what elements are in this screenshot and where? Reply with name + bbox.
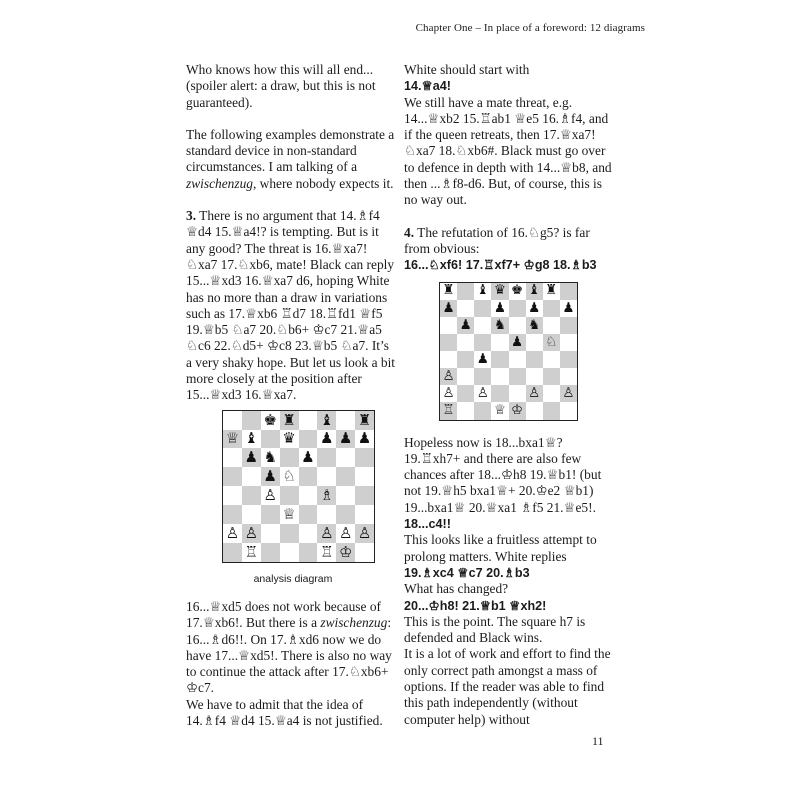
board-square	[317, 448, 336, 467]
board-square	[223, 411, 242, 430]
board-square	[223, 448, 242, 467]
board-square	[261, 543, 280, 562]
board-square	[280, 448, 299, 467]
board-square	[560, 317, 577, 334]
board-square	[280, 467, 299, 486]
board-square	[509, 300, 526, 317]
board-square	[280, 411, 299, 430]
board-square	[242, 448, 261, 467]
board-square	[560, 385, 577, 402]
board-square	[543, 368, 560, 385]
board-square	[261, 448, 280, 467]
board-square	[242, 505, 261, 524]
board-square	[317, 543, 336, 562]
chess-piece-icon: ♜	[545, 282, 558, 299]
board-square	[336, 505, 355, 524]
board-square	[560, 368, 577, 385]
board-square	[355, 543, 374, 562]
board-square	[242, 430, 261, 449]
board-square	[280, 524, 299, 543]
board-square	[526, 300, 543, 317]
chess-piece-icon: ♖	[244, 542, 259, 561]
board-square	[474, 317, 491, 334]
board-square	[261, 524, 280, 543]
chess-piece-icon: ♘	[282, 467, 296, 486]
chess-piece-icon: ♟	[459, 316, 472, 333]
board-square	[509, 385, 526, 402]
diagram-caption: analysis diagram	[253, 572, 333, 585]
board-square	[242, 411, 261, 430]
board-square	[299, 448, 318, 467]
board-square	[457, 385, 474, 402]
board-square	[474, 300, 491, 317]
chess-piece-icon: ♜	[442, 282, 455, 299]
board-square	[560, 402, 577, 419]
italic-term: zwischenzug	[186, 175, 253, 191]
board-square	[336, 467, 355, 486]
board-square	[261, 486, 280, 505]
board-square	[299, 524, 318, 543]
board-square	[457, 283, 474, 300]
board-square	[355, 411, 374, 430]
board-square	[491, 351, 508, 368]
chess-piece-icon: ♙	[528, 385, 541, 402]
board-square	[543, 317, 560, 334]
chess-piece-icon: ♚	[511, 282, 524, 299]
chess-piece-icon: ♔	[338, 542, 353, 561]
board-square	[543, 300, 560, 317]
board-square	[543, 283, 560, 300]
board-square	[317, 524, 336, 543]
right-column	[404, 62, 614, 728]
board-square	[223, 486, 242, 505]
board-square	[280, 543, 299, 562]
paragraph: The following examples demonstrate a standard device in non-standard circumstances. I am talking of a zwischenzug, where nobody expects it.	[186, 126, 395, 191]
board-square	[560, 283, 577, 300]
board-square	[526, 283, 543, 300]
chess-piece-icon: ♙	[442, 385, 455, 402]
board-square	[440, 385, 457, 402]
board-square	[299, 467, 318, 486]
board-square	[526, 317, 543, 334]
chess-piece-icon: ♙	[263, 486, 277, 505]
chess-piece-icon: ♙	[357, 523, 372, 542]
board-square	[242, 467, 261, 486]
main-line-move: 14.♕a4!	[404, 79, 451, 94]
chess-piece-icon: ♖	[442, 402, 455, 419]
board-square	[474, 402, 491, 419]
paragraph: Hopeless now is 18...bxa1♕? 19.♖xh7+ and there are also few chances after 18...♔h8 19.♕b1! (but not 19.♕h5 bxa1♕+ 20.♔e2 ♕b1) 19...bxa1♕ 20.♕xa1 ♗f5 21.♕e5!.	[404, 434, 602, 515]
board-square	[474, 351, 491, 368]
board-square	[261, 505, 280, 524]
board-square	[509, 351, 526, 368]
board-square	[440, 283, 457, 300]
board-square	[509, 283, 526, 300]
board-square	[336, 411, 355, 430]
chess-piece-icon: ♝	[244, 429, 259, 448]
board-square	[491, 334, 508, 351]
board-square	[543, 385, 560, 402]
chess-piece-icon: ♞	[263, 448, 277, 467]
board-square	[299, 411, 318, 430]
chess-piece-icon: ♟	[493, 299, 506, 316]
chess-piece-icon: ♟	[244, 448, 259, 467]
left-column	[186, 62, 396, 729]
chess-piece-icon: ♝	[476, 282, 489, 299]
chess-piece-icon: ♝	[320, 410, 334, 429]
board-square	[317, 486, 336, 505]
chess-piece-icon: ♕	[493, 402, 506, 419]
board-square	[317, 411, 336, 430]
board-square	[560, 334, 577, 351]
board-square	[440, 402, 457, 419]
chess-piece-icon: ♔	[511, 402, 524, 419]
paragraph: This looks like a fruitless attempt to prolong matters. White replies	[404, 532, 597, 564]
chess-piece-icon: ♟	[476, 350, 489, 367]
board-square	[242, 486, 261, 505]
board-square	[526, 368, 543, 385]
board-square	[526, 334, 543, 351]
chess-piece-icon: ♕	[282, 504, 296, 523]
board-square	[440, 368, 457, 385]
board-square	[474, 283, 491, 300]
chess-piece-icon: ♟	[338, 429, 353, 448]
board-square	[560, 300, 577, 317]
paragraph: 16...♕xd5 does not work because of 17.♕xb6!. But there is a zwischenzug: 16...♗d6!!. On 17.♗xd6 now we do have 17...♕xd5!. There is also no way to continue the attack after 17.♘xb6+ ♔c7.	[186, 598, 392, 696]
chess-piece-icon: ♟	[357, 429, 372, 448]
board-square	[223, 430, 242, 449]
board-square	[457, 300, 474, 317]
board-square	[223, 467, 242, 486]
board-square	[280, 505, 299, 524]
chess-piece-icon: ♜	[282, 410, 296, 429]
chess-piece-icon: ♟	[442, 299, 455, 316]
board-square	[355, 524, 374, 543]
chess-piece-icon: ♙	[476, 385, 489, 402]
board-square	[526, 385, 543, 402]
board-square	[509, 334, 526, 351]
board-square	[280, 430, 299, 449]
running-header: Chapter One – In place of a foreword: 12 diagrams	[415, 22, 645, 34]
board-square	[355, 486, 374, 505]
paragraph: We still have a mate threat, e.g. 14...♕xb2 15.♖ab1 ♕e5 16.♗f4, and if the queen retreats, then 17.♕xa7! ♘xa7 18.♘xb6#. Black must go over to defence in depth with 14...♕b8, and then ...♗f8-d6. But, of course, this is no way out.	[404, 94, 612, 208]
example-3: 3. There is no argument that 14.♗f4 ♕d4 15.♕a4!? is tempting. But is it any good? The threat is 16.♕xa7! ♘xa7 17.♘xb6, mate! Black can reply 15...♕xd3 16.♕xa7 d6, hoping White has no more than a draw in variations such as 17.♕xb6 ♖d7 18.♖fd1 ♕f5 19.♕b5 ♘a7 20.♘b6+ ♔c7 21.♕a5 ♘c6 22.♘d5+ ♔c8 23.♕b5 ♘a7. It’s a very shaky hope. But let us look a bit more closely at the position after 15...♕xd3 16.♕xa7.	[186, 208, 396, 403]
main-line-move: 19.♗xc4 ♕c7 20.♗b3	[404, 565, 530, 580]
paragraph: White should start with	[404, 62, 530, 77]
main-line-move: 20...♔h8! 21.♕b1 ♕xh2!	[404, 598, 547, 613]
board-square	[457, 317, 474, 334]
chess-piece-icon: ♙	[338, 523, 353, 542]
example-4: 4. The refutation of 16.♘g5? is far from obvious:	[404, 224, 590, 256]
board-square	[336, 448, 355, 467]
board-square	[491, 317, 508, 334]
board-square	[457, 368, 474, 385]
chess-piece-icon: ♛	[493, 282, 506, 299]
chess-piece-icon: ♞	[528, 316, 541, 333]
example-number: 3.	[186, 208, 197, 224]
board-square	[223, 543, 242, 562]
board-square	[317, 467, 336, 486]
board-square	[491, 368, 508, 385]
chess-piece-icon: ♟	[511, 333, 524, 350]
chess-piece-icon: ♙	[442, 368, 455, 384]
board-square	[560, 351, 577, 368]
chess-piece-icon: ♝	[528, 282, 541, 299]
position-chess-diagram	[439, 282, 578, 421]
board-square	[299, 430, 318, 449]
board-square	[509, 368, 526, 385]
paragraph: What has changed?	[404, 581, 509, 597]
board-square	[223, 524, 242, 543]
chess-piece-icon: ♙	[225, 523, 240, 542]
italic-term: zwischenzug	[320, 615, 388, 631]
chess-piece-icon: ♙	[562, 385, 575, 402]
board-square	[457, 334, 474, 351]
board-square	[526, 402, 543, 419]
board-square	[355, 467, 374, 486]
board-square	[242, 524, 261, 543]
board-square	[543, 402, 560, 419]
chess-board	[222, 410, 375, 563]
chess-piece-icon: ♟	[263, 467, 277, 486]
board-square	[474, 385, 491, 402]
chess-piece-icon: ♖	[320, 542, 334, 561]
chess-piece-icon: ♟	[562, 299, 575, 316]
analysis-chess-diagram	[222, 410, 375, 563]
board-square	[543, 334, 560, 351]
board-square	[336, 430, 355, 449]
paragraph: It is a lot of work and effort to find the only correct path amongst a mass of options. If the reader was able to find this path independently (without computer help) without	[404, 646, 611, 727]
board-square	[299, 543, 318, 562]
paragraph: We have to admit that the idea of 14.♗f4 ♕d4 15.♕a4 is not justified.	[186, 696, 383, 729]
chess-piece-icon: ♚	[263, 410, 277, 429]
board-square	[299, 505, 318, 524]
main-line-move: 16...♘xf6! 17.♖xf7+ ♔g8 18.♗b3	[404, 258, 597, 273]
board-square	[440, 334, 457, 351]
chess-piece-icon: ♟	[320, 429, 334, 448]
chess-board	[439, 282, 578, 421]
chess-piece-icon: ♘	[545, 333, 558, 350]
board-square	[440, 351, 457, 368]
chess-piece-icon: ♜	[357, 410, 372, 429]
chess-piece-icon: ♕	[225, 429, 240, 448]
board-square	[336, 486, 355, 505]
board-square	[474, 368, 491, 385]
board-square	[440, 300, 457, 317]
board-square	[336, 543, 355, 562]
board-square	[509, 317, 526, 334]
board-square	[317, 430, 336, 449]
board-square	[355, 448, 374, 467]
board-square	[474, 334, 491, 351]
chess-piece-icon: ♞	[493, 316, 506, 333]
board-square	[491, 385, 508, 402]
board-square	[261, 467, 280, 486]
board-square	[355, 505, 374, 524]
paragraph: Who knows how this will all end... (spoiler alert: a draw, but this is not guaranteed).	[186, 62, 376, 110]
board-square	[336, 524, 355, 543]
board-square	[280, 486, 299, 505]
board-square	[317, 505, 336, 524]
chess-piece-icon: ♟	[528, 299, 541, 316]
board-square	[491, 300, 508, 317]
board-square	[223, 505, 242, 524]
chess-piece-icon: ♙	[244, 523, 259, 542]
board-square	[261, 411, 280, 430]
example-number: 4.	[404, 224, 415, 240]
main-line-move: 18...c4!!	[404, 517, 451, 532]
board-square	[526, 351, 543, 368]
board-square	[440, 317, 457, 334]
board-square	[491, 283, 508, 300]
board-square	[242, 543, 261, 562]
page-number: 11	[592, 734, 604, 748]
board-square	[509, 402, 526, 419]
chess-piece-icon: ♗	[320, 486, 334, 505]
board-square	[543, 351, 560, 368]
board-square	[261, 430, 280, 449]
paragraph: This is the point. The square h7 is defended and Black wins.	[404, 613, 586, 646]
chess-piece-icon: ♙	[320, 523, 334, 542]
board-square	[457, 351, 474, 368]
chess-piece-icon: ♟	[301, 448, 315, 467]
board-square	[457, 402, 474, 419]
board-square	[355, 430, 374, 449]
board-square	[491, 402, 508, 419]
board-square	[299, 486, 318, 505]
chess-piece-icon: ♛	[282, 429, 296, 448]
